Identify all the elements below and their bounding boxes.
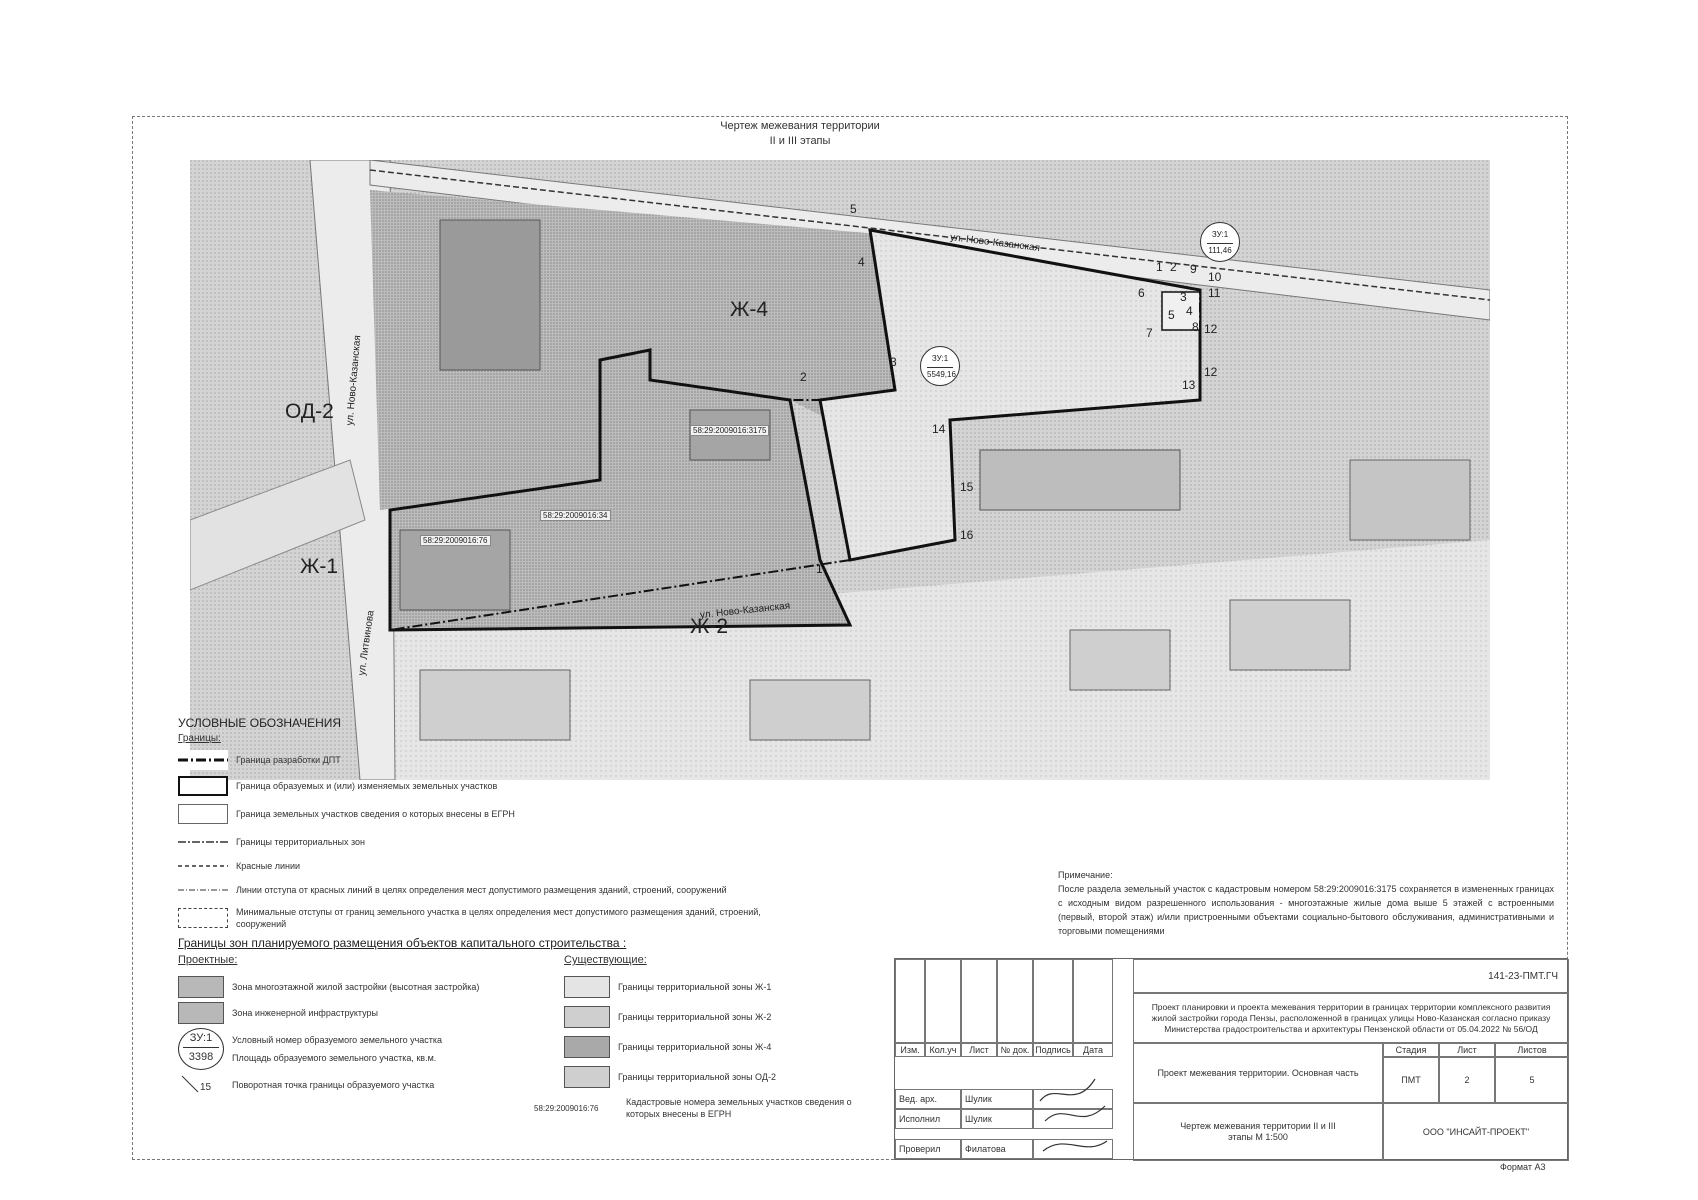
- stamp-role: Исполнил: [895, 1109, 961, 1129]
- signature-scribble: [1035, 1071, 1113, 1159]
- legend-planned-title: Границы зон планируемого размещения объектов капитального строительства :: [178, 936, 627, 950]
- legend-zu-area-text: Площадь образуемого земельного участка, кв.м.: [232, 1053, 437, 1063]
- legend-symbol-zones: [178, 832, 228, 852]
- zone-label-od2: ОД-2: [285, 400, 334, 423]
- legend-text: Границы территориальной зоны Ж-1: [618, 982, 772, 992]
- stamp-role-name: Филатова: [961, 1139, 1033, 1159]
- legend-row-setback: [178, 880, 836, 900]
- turn-point: 11: [1208, 286, 1221, 300]
- legend-text: Границы территориальной зоны Ж-4: [618, 1042, 772, 1052]
- turn-point: 15: [960, 480, 974, 494]
- stamp-col-date: Дата: [1073, 1043, 1113, 1057]
- zone-label-zh1: Ж-1: [300, 555, 339, 578]
- stamp-project-desc: Проект планировки и проекта межевания территории в границах территории комплексного развития жилой застройки города Пензы, расположенной в границах улицы Ново-Казанская согласно приказу Министерства градостроительства и архитектуры Пензенской области от 05.04.2022 № 56/ОД: [1133, 993, 1569, 1043]
- zu-main-name: ЗУ:1: [931, 354, 949, 363]
- stamp-role: Проверил: [895, 1139, 961, 1159]
- legend-existing-label: Существующие:: [564, 954, 647, 966]
- stamp-drawing-title: Чертеж межевания территории II и III этапы М 1:500: [1133, 1103, 1383, 1161]
- legend-text: Зона многоэтажной жилой застройки (высотная застройка): [232, 982, 480, 992]
- legend-text: Поворотная точка границы образуемого участка: [232, 1080, 435, 1090]
- street-label-left-lower: ул. Литвинова: [356, 609, 377, 677]
- legend-swatch-zh4: [564, 1036, 610, 1058]
- title-line-1: Чертеж межевания территории: [720, 120, 880, 132]
- stamp-col-sign: Подпись: [1033, 1043, 1073, 1057]
- turn-point: 7: [1146, 326, 1153, 340]
- legend-boundaries-label: Границы:: [178, 733, 221, 744]
- cadastral-label-main: 58:29:2009016:3175: [690, 425, 769, 436]
- building-7: [420, 670, 570, 740]
- note-text: После раздела земельный участок с кадастровым номером 58:29:2009016:3175 сохраняется в измененных границах с исходным видом разрешенного использования - многоэтажные жилые дома выше 5 этажей с встроенными (первый, второй этаж) и/или пристроенными объектами социально-бытового обслуживания, административными и торговыми помещениями: [1058, 884, 1554, 936]
- stamp-blank: [997, 959, 1033, 1043]
- building-9: [1350, 460, 1470, 540]
- stamp-code: 141-23-ПМТ.ГЧ: [1133, 959, 1569, 993]
- stamp-stage: ПМТ: [1383, 1057, 1439, 1103]
- stamp-part-title: Проект межевания территории. Основная часть: [1133, 1043, 1383, 1103]
- legend-title: УСЛОВНЫЕ ОБОЗНАЧЕНИЯ: [178, 716, 342, 730]
- turn-point: 9: [1190, 262, 1197, 276]
- building-5: [1230, 600, 1350, 670]
- legend-row-dpt: [178, 750, 836, 770]
- legend-turn-point-symbol: [178, 1074, 224, 1096]
- turn-point: 3: [890, 355, 897, 369]
- legend-symbol-red-lines: [178, 856, 228, 876]
- zu-small-name: ЗУ:1: [1211, 230, 1229, 239]
- zu-small-area: 111,46: [1207, 243, 1233, 257]
- format-label: Формат А3: [1500, 1162, 1546, 1172]
- legend-text: Граница образуемых и (или) изменяемых земельных участков: [236, 781, 498, 791]
- legend-zu-name: ЗУ:1: [189, 1032, 213, 1044]
- stamp-company: ООО "ИНСАЙТ-ПРОЕКТ": [1383, 1103, 1569, 1161]
- stamp-col-koluch: Кол.уч: [925, 1043, 961, 1057]
- legend-swatch-zh1: [564, 976, 610, 998]
- turn-point: 14: [932, 422, 946, 436]
- stamp-blank: [925, 959, 961, 1043]
- zu-small-badge[interactable]: [1200, 222, 1240, 262]
- legend-row-zu-symbol: [178, 1028, 532, 1070]
- legend-swatch-infra: [178, 1002, 224, 1024]
- note-block: [1058, 868, 1554, 938]
- turn-point: 8: [1192, 320, 1199, 334]
- turn-point: 2: [1170, 260, 1177, 274]
- zu-main-area: 5549,16: [927, 367, 953, 381]
- title-line-2: II и III этапы: [769, 135, 831, 147]
- stamp-stage-label: Стадия: [1383, 1043, 1439, 1057]
- turn-point: 5: [850, 202, 857, 216]
- turn-point: 3: [1180, 290, 1187, 304]
- zone-label-zh2: Ж-2: [690, 615, 729, 638]
- legend-text: Линии отступа от красных линий в целях определения мест допустимого размещения зданий, строений, сооружений: [236, 885, 727, 895]
- zu-main-badge[interactable]: [920, 346, 960, 386]
- turn-point: 13: [1182, 378, 1196, 392]
- legend-text: Красные линии: [236, 861, 301, 871]
- legend-text: Минимальные отступы от границ земельного участка в целях определения мест допустимого размещения зданий, строений, сооружений: [236, 907, 761, 929]
- title-block: [894, 958, 1568, 1160]
- legend-row-infra: [178, 1002, 552, 1024]
- legend-row-parcel-new: [178, 776, 836, 796]
- legend-row-zones: [178, 832, 836, 852]
- building-1: [440, 220, 540, 370]
- legend-turn-point-num: 15: [200, 1082, 212, 1093]
- turn-point: 6: [1138, 286, 1145, 300]
- legend-swatch-od2: [564, 1066, 610, 1088]
- building-6: [1070, 630, 1170, 690]
- legend-row-od2: [564, 1066, 838, 1088]
- stamp-blank: [961, 959, 997, 1043]
- stamp-col-izm: Изм.: [895, 1043, 925, 1057]
- legend-zu-area: 3398: [183, 1047, 219, 1066]
- stamp-blank: [1073, 959, 1113, 1043]
- turn-point: 10: [1208, 270, 1222, 284]
- stamp-blank: [1033, 959, 1073, 1043]
- legend-text: Граница земельных участков сведения о которых внесены в ЕГРН: [236, 809, 515, 819]
- building-8: [750, 680, 870, 740]
- stamp-role: Вед. арх.: [895, 1089, 961, 1109]
- legend-row-highrise: [178, 976, 552, 998]
- legend-cadastral-sample: 58:29:2009016:76: [534, 1103, 599, 1113]
- turn-point: 5: [1168, 308, 1175, 322]
- turn-point: 4: [858, 255, 865, 269]
- drawing-title: [620, 119, 980, 149]
- stamp-sheet: 2: [1439, 1057, 1495, 1103]
- street-label-bottom: ул. Ново-Казанская: [699, 600, 791, 621]
- legend-text: Границы территориальной зоны ОД-2: [618, 1072, 776, 1082]
- stamp-col-doc: № док.: [997, 1043, 1033, 1057]
- legend-text: Граница разработки ДПТ: [236, 755, 341, 765]
- legend-row-zh2: [564, 1006, 838, 1028]
- cadastral-label-b: 58:29:2009016:76: [420, 535, 491, 546]
- turn-point: 16: [960, 528, 974, 542]
- stamp-col-list: Лист: [961, 1043, 997, 1057]
- turn-point: 12: [1204, 322, 1218, 336]
- map-graphics: [190, 160, 1490, 780]
- stamp-role-name: Шулик: [961, 1109, 1033, 1129]
- stamp-role-name: Шулик: [961, 1089, 1033, 1109]
- stamp-sheets-label: Листов: [1495, 1043, 1569, 1057]
- legend-text: Границы территориальных зон: [236, 837, 366, 847]
- legend-zu-name-text: Условный номер образуемого земельного участка: [232, 1035, 443, 1045]
- legend-swatch-highrise: [178, 976, 224, 998]
- turn-point: 1: [1156, 260, 1163, 274]
- legend-text: Границы территориальной зоны Ж-2: [618, 1012, 772, 1022]
- cadastral-label-a: 58:29:2009016:34: [540, 510, 611, 521]
- stamp-blank: [895, 959, 925, 1043]
- legend-row-turn-point: [178, 1074, 552, 1096]
- legend-text: Кадастровые номера земельных участков сведения о которых внесены в ЕГРН: [626, 1097, 852, 1119]
- legend-row-zh1: [564, 976, 838, 998]
- legend-row-zh4: [564, 1036, 838, 1058]
- turn-point: 4: [1186, 304, 1193, 318]
- legend-symbol-egrn: [178, 804, 228, 824]
- legend-symbol-setback: [178, 880, 228, 900]
- legend-row-red-lines: [178, 856, 836, 876]
- turn-point: 12: [1204, 365, 1218, 379]
- turn-point: 1: [816, 562, 823, 576]
- building-4: [980, 450, 1180, 510]
- legend-row-egrn: [178, 804, 836, 824]
- legend-row-cadastral: [534, 1096, 866, 1120]
- legend-symbol-min-setback: [178, 908, 228, 928]
- stamp-sheets: 5: [1495, 1057, 1569, 1103]
- cadastral-map[interactable]: [190, 160, 1490, 780]
- street-label-left: ул. Ново-Казанская: [344, 334, 364, 426]
- stamp-sheet-label: Лист: [1439, 1043, 1495, 1057]
- legend-zu-symbol: [178, 1028, 224, 1070]
- legend-projected-label: Проектные:: [178, 954, 238, 966]
- street-label-top: ул. Ново-Казанская: [949, 232, 1041, 254]
- turn-point: 2: [800, 370, 807, 384]
- legend-symbol-parcel-new: [178, 776, 228, 796]
- legend-symbol-dpt: [178, 750, 228, 770]
- legend-row-min-setback: [178, 906, 796, 930]
- legend-swatch-zh2: [564, 1006, 610, 1028]
- note-heading: Примечание:: [1058, 870, 1113, 880]
- zone-label-zh4: Ж-4: [730, 298, 769, 321]
- legend-text: Зона инженерной инфраструктуры: [232, 1008, 378, 1018]
